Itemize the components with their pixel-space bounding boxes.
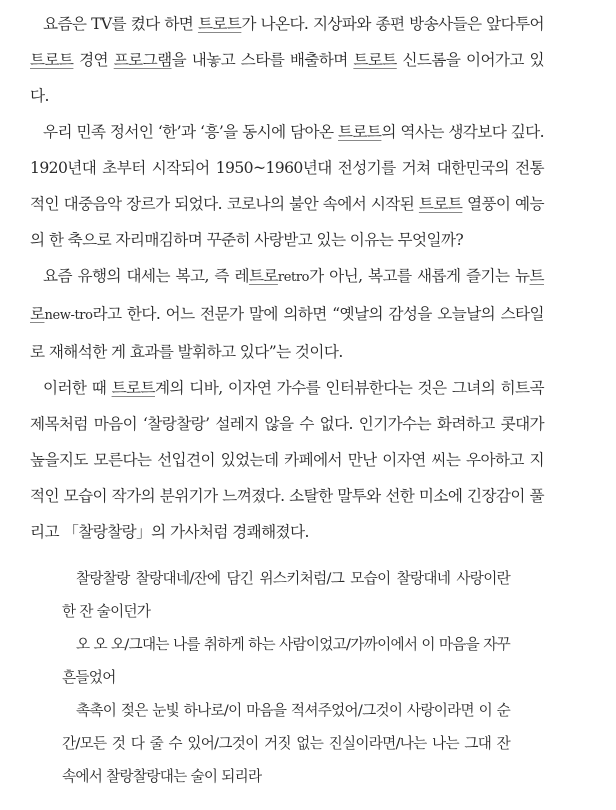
underlined-term: 트로트	[418, 195, 463, 213]
text-segment: 열풍이 예능의 한 축으로 자리매김하며 꾸준히 사랑받고 있는 이유는 무엇일까?	[30, 195, 544, 249]
lyrics-stanza-1: 찰랑찰랑 찰랑대네/잔에 담긴 위스키처럼/그 모습이 찰랑대네 사랑이란 한 잔 술이던가	[62, 570, 510, 620]
article-body	[30, 6, 544, 550]
text-segment: 가 나온다. 지상파와 종편 방송사들은 앞다투어	[241, 15, 544, 33]
article-paragraph-4	[30, 370, 544, 550]
text-segment: 요즘은 TV를 켰다 하면	[43, 15, 198, 33]
underlined-term: 트로트	[338, 123, 382, 141]
underlined-term: 트로	[30, 267, 544, 323]
underlined-term: 트로	[248, 267, 278, 285]
text-segment: 우리 민족 정서인 ‘한’과 ‘흥’을 동시에 담아온	[43, 123, 338, 141]
latin-gloss: retro	[277, 270, 310, 285]
underlined-term: 트로트	[111, 379, 155, 397]
lyrics-stanza-2: 오 오 오/그대는 나를 취하게 하는 사람이었고/가까이에서 이 마음을 자꾸 흔들었어	[62, 636, 510, 686]
article-paragraph-2	[30, 114, 544, 258]
underlined-term: 프로그램	[113, 51, 172, 69]
underlined-term: 트로트	[30, 51, 74, 69]
text-segment: 가 아닌, 복고를 새롭게 즐기는 뉴	[309, 267, 530, 285]
lyrics-stanza-3: 촉촉이 젖은 눈빛 하나로/이 마음을 적셔주었어/그것이 사랑이라면 이 순간/모든 것 다 줄 수 있어/그것이 거짓 없는 진실이라면/나는 나는 그대 잔 속에서 찰랑찰랑대는 술이 되리라	[62, 702, 510, 785]
underlined-term: 트로트	[353, 51, 397, 69]
underlined-term: 트로트	[197, 15, 242, 33]
text-segment: 요즘 유행의 대세는 복고, 즉 레	[43, 267, 249, 285]
text-segment: 이러한 때	[43, 379, 112, 397]
text-segment: 의 역사는 생각보다 깊다. 1920년대 초부터 시작되어 1950~1960년대 전성기를 거쳐 대한민국의 전통적인 대중음악 장르가 되었다. 코로나의 불안 속에서 시작된	[30, 123, 544, 213]
text-segment: 경연	[73, 51, 114, 69]
text-segment: 을 내놓고 스타를 배출하며	[171, 51, 354, 69]
article-paragraph-1	[30, 6, 544, 114]
latin-gloss: new-tro	[44, 308, 93, 323]
text-segment: 신드롬을 이어가고 있다.	[30, 51, 544, 105]
lyrics-quote-block	[62, 562, 510, 793]
article-paragraph-3	[30, 258, 544, 370]
text-segment: 계의 디바, 이자연 가수를 인터뷰한다는 것은 그녀의 히트곡 제목처럼 마음이 ‘찰랑찰랑’ 설레지 않을 수 없다. 인기가수는 화려하고 콧대가 높을지도 모른다는 선입견이 있었는데 카페에서 만난 이자연 씨는 우아하고 지적인 모습이 작가의 분위기가 느껴졌다. 소탈한 말투와 선한 미소에 긴장감이 풀리고 「찰랑찰랑」의 가사처럼 경쾌해졌다.	[30, 379, 544, 541]
text-segment: 라고 한다. 어느 전문가 말에 의하면 “옛날의 감성을 오늘날의 스타일로 재해석한 게 효과를 발휘하고 있다”는 것이다.	[30, 305, 544, 361]
